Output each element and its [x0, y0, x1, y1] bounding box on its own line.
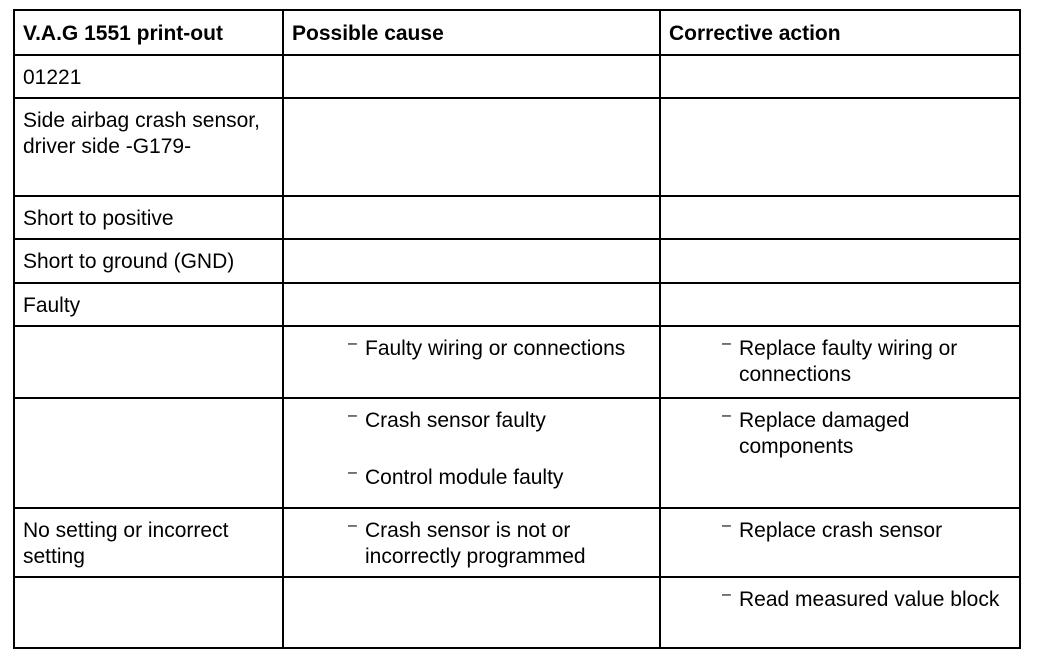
header-printout: V.A.G 1551 print-out [14, 10, 283, 55]
table-row [14, 283, 1020, 326]
action-cell [660, 326, 1020, 398]
table-row [14, 577, 1020, 648]
table-row [14, 326, 1020, 398]
symptom-faulty: Faulty [14, 283, 283, 326]
cause-not-programmed: Crash sensor is not or incorrectly programmed [365, 519, 586, 568]
action-read-block: Read measured value block [739, 588, 1000, 611]
action-cell [660, 577, 1020, 648]
dash-bullet: – [722, 407, 731, 424]
cause-item [348, 465, 651, 491]
dash-bullet: – [348, 464, 357, 481]
action-item [722, 408, 1011, 460]
empty-cell [283, 239, 660, 283]
no-setting-label: No setting or incorrect setting [14, 508, 283, 577]
table-row [14, 508, 1020, 577]
action-cell [660, 398, 1020, 508]
symptom-short-positive: Short to positive [14, 196, 283, 239]
cause-module-faulty: Control module faulty [365, 466, 564, 489]
table-row [14, 196, 1020, 239]
table-row [14, 398, 1020, 508]
action-replace-components: Replace damaged components [739, 409, 910, 458]
fault-table [13, 9, 1021, 649]
cause-wiring: Faulty wiring or connections [365, 337, 626, 360]
dash-bullet: – [348, 407, 357, 424]
cause-item [348, 518, 651, 570]
empty-cell [14, 398, 283, 508]
empty-cell [14, 326, 283, 398]
dash-bullet: – [722, 335, 731, 352]
cause-cell [283, 326, 660, 398]
empty-cell [660, 55, 1020, 98]
cause-cell [283, 508, 660, 577]
cause-item [348, 408, 651, 434]
empty-cell [283, 55, 660, 98]
table-row [14, 98, 1020, 196]
dash-bullet: – [722, 517, 731, 534]
empty-cell [660, 283, 1020, 326]
dash-bullet: – [348, 335, 357, 352]
empty-cell [283, 283, 660, 326]
header-corrective-action: Corrective action [660, 10, 1020, 55]
dash-bullet: – [722, 586, 731, 603]
cause-item [348, 336, 651, 362]
empty-cell [660, 98, 1020, 196]
empty-cell [660, 196, 1020, 239]
action-replace-sensor: Replace crash sensor [739, 519, 943, 542]
table-row [14, 239, 1020, 283]
action-item [722, 518, 1011, 544]
empty-cell [283, 98, 660, 196]
table-header-row [14, 10, 1020, 55]
empty-cell [660, 239, 1020, 283]
action-item [722, 336, 1011, 388]
cause-sensor-faulty: Crash sensor faulty [365, 409, 546, 432]
action-item [722, 587, 1011, 613]
fault-code: 01221 [14, 55, 283, 98]
action-replace-wiring: Replace faulty wiring or connections [739, 337, 958, 386]
empty-cell [14, 577, 283, 648]
header-possible-cause: Possible cause [283, 10, 660, 55]
component-name: Side airbag crash sensor, driver side -G179- [14, 98, 283, 196]
symptom-short-ground: Short to ground (GND) [14, 239, 283, 283]
table-row [14, 55, 1020, 98]
dash-bullet: – [348, 517, 357, 534]
empty-cell [283, 196, 660, 239]
cause-cell [283, 398, 660, 508]
empty-cell [283, 577, 660, 648]
action-cell [660, 508, 1020, 577]
